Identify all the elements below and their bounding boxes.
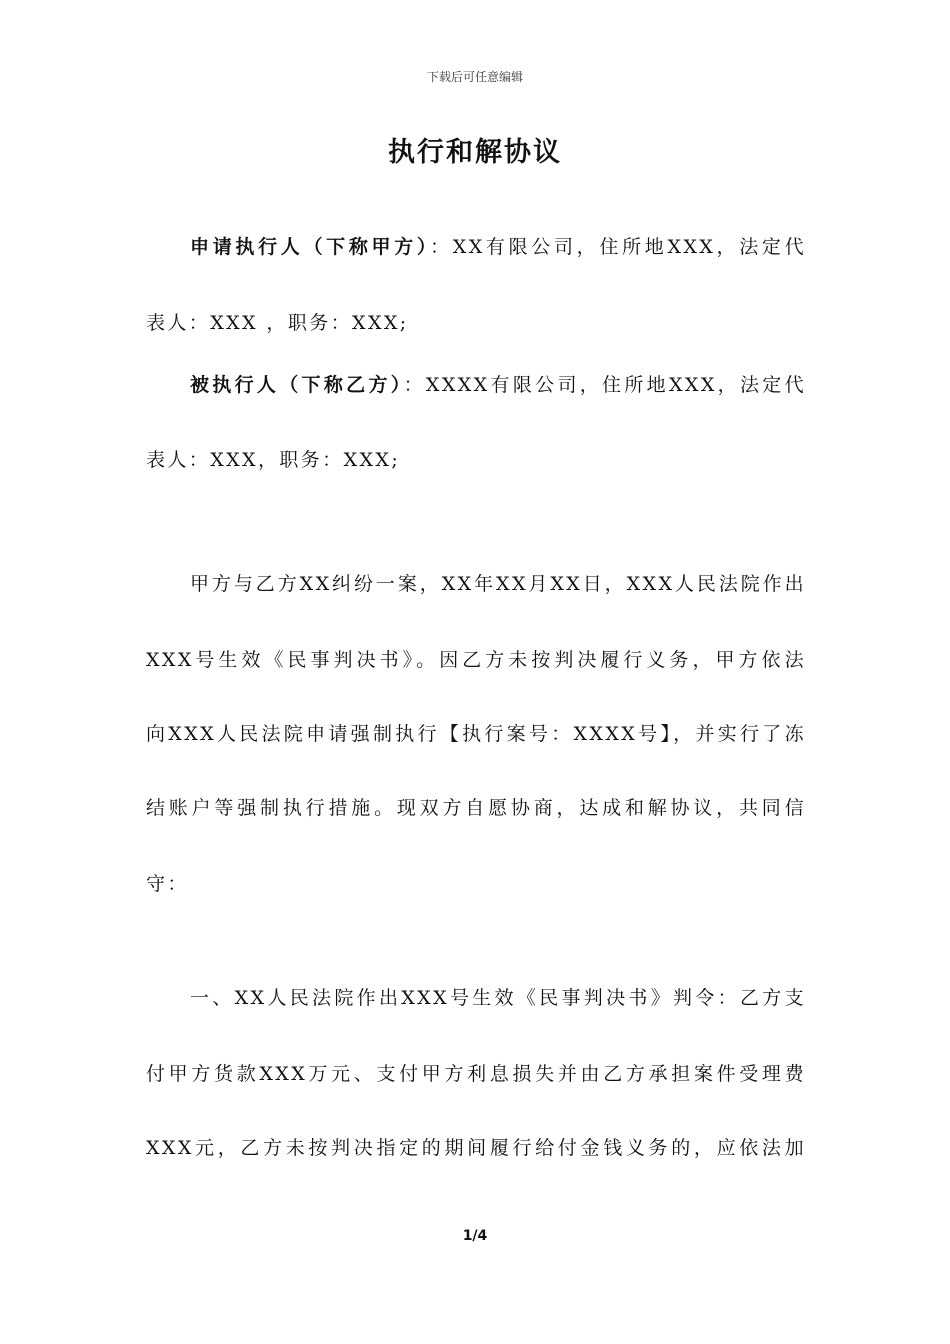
document-title: 执行和解协议	[388, 137, 562, 168]
paragraph-1-line: XXX号生效《民事判决书》。因乙方未按判决履行义务，甲方依法	[146, 649, 806, 671]
paragraph-2-line: XXX元，乙方未按判决指定的期间履行给付金钱义务的，应依法加	[146, 1137, 806, 1159]
paragraph-2-line: 一、XX人民法院作出XXX号生效《民事判决书》判令：乙方支	[190, 987, 806, 1009]
party-b-details: ：XXXX有限公司，住所地XXX，法定代	[403, 374, 806, 396]
paragraph-1-line: 结账户等强制执行措施。现双方自愿协商，达成和解协议，共同信	[146, 797, 806, 819]
party-b-line-1	[190, 372, 806, 398]
page-number: 1/4	[462, 1228, 488, 1244]
party-a-details: ：XX有限公司，住所地XXX，法定代	[430, 236, 806, 258]
party-a-line-2: 表人：XXX ，职务：XXX;	[146, 312, 409, 334]
party-a-line-1	[190, 234, 806, 260]
party-b-line-2: 表人：XXX，职务：XXX;	[146, 449, 401, 471]
paragraph-1-line: 向XXX人民法院申请强制执行【执行案号：XXXX号】，并实行了冻	[146, 723, 806, 745]
party-b-label: 被执行人（下称乙方）	[190, 374, 404, 396]
header-note: 下载后可任意编辑	[426, 70, 523, 84]
paragraph-2-line: 付甲方货款XXX万元、支付甲方利息损失并由乙方承担案件受理费	[146, 1063, 806, 1085]
paragraph-1-line: 守：	[146, 873, 189, 895]
party-a-label: 申请执行人（下称甲方）	[190, 236, 431, 258]
paragraph-1-line: 甲方与乙方XX纠纷一案，XX年XX月XX日，XXX人民法院作出	[190, 573, 806, 595]
